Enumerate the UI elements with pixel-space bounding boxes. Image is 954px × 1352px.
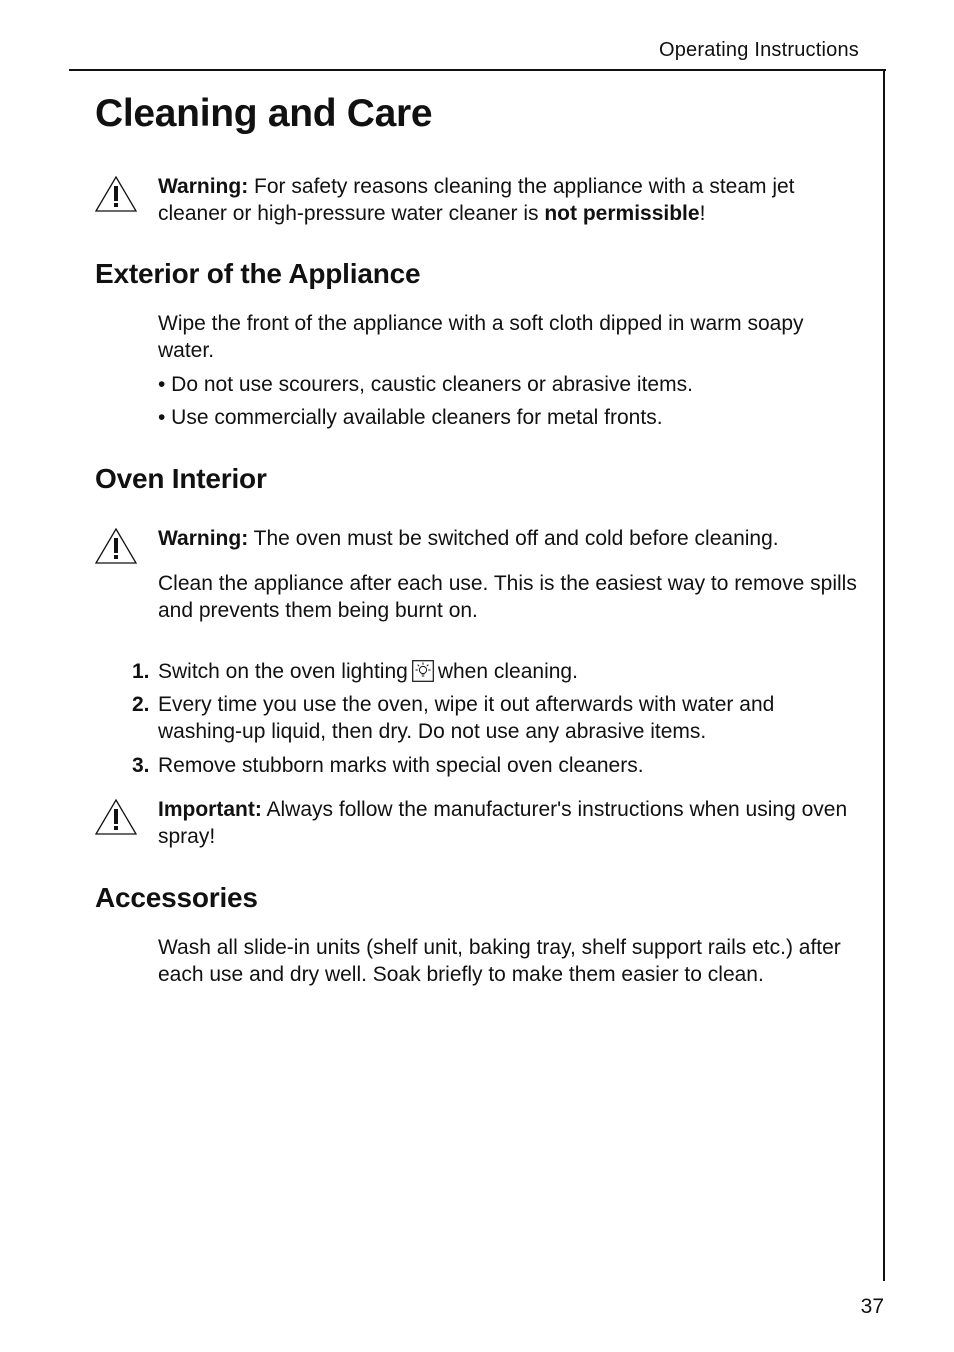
page-number: 37: [860, 1295, 884, 1318]
step-number: 2.: [132, 693, 150, 716]
important-label: Important:: [158, 798, 262, 821]
oven-intro: Clean the appliance after each use. This is the easiest way to remove spills and prevents them being burnt on.: [158, 572, 857, 622]
oven-warning-text: The oven must be switched off and cold before cleaning.: [248, 527, 779, 550]
page-title: Cleaning and Care: [95, 92, 433, 135]
oven-interior-heading: Oven Interior: [95, 463, 267, 494]
important-text: Always follow the manufacturer's instructions when using oven spray!: [158, 798, 848, 848]
exterior-bullet-1: • Do not use scourers, caustic cleaners or abrasive items.: [158, 373, 693, 396]
warning-text: For safety reasons cleaning the appliance with a steam jet cleaner or high-pressure water cleaner is: [158, 175, 795, 225]
oven-warning-label: Warning:: [158, 527, 249, 550]
step-text: Every time you use the oven, wipe it out afterwards with water and washing-up liquid, then dry. Do not use any abrasive items.: [158, 693, 775, 743]
step-number: 3.: [132, 754, 150, 777]
step-item: [132, 752, 862, 779]
warning-triangle-icon: [94, 526, 138, 566]
warning-emphasis: not permissible: [544, 202, 700, 225]
step-text-end: when cleaning.: [437, 660, 578, 683]
step-item: [132, 691, 862, 745]
important-note: [158, 796, 858, 850]
running-header: Operating Instructions: [658, 39, 859, 61]
warning-triangle-icon: [94, 174, 138, 214]
step-text: Switch on the oven lighting: [158, 660, 408, 683]
oven-warning: [158, 525, 858, 552]
step-item: [132, 658, 862, 685]
margin-rule: [883, 69, 885, 1281]
safety-warning: [158, 173, 858, 227]
warning-end: !: [699, 202, 706, 225]
exterior-bullet-2: • Use commercially available cleaners for metal fronts.: [158, 406, 663, 429]
accessories-heading: Accessories: [95, 882, 258, 913]
exterior-intro: Wipe the front of the appliance with a soft cloth dipped in warm soapy water.: [158, 312, 804, 362]
warning-label: Warning:: [158, 175, 249, 198]
exterior-heading: Exterior of the Appliance: [95, 258, 421, 289]
header-rule: [69, 69, 886, 71]
oven-light-icon: [412, 660, 434, 682]
step-text: Remove stubborn marks with special oven cleaners.: [158, 754, 644, 777]
warning-triangle-icon: [94, 797, 138, 837]
accessories-text: Wash all slide-in units (shelf unit, baking tray, shelf support rails etc.) after each use and dry well. Soak briefly to make them easier to clean.: [158, 936, 841, 986]
step-number: 1.: [132, 660, 150, 683]
